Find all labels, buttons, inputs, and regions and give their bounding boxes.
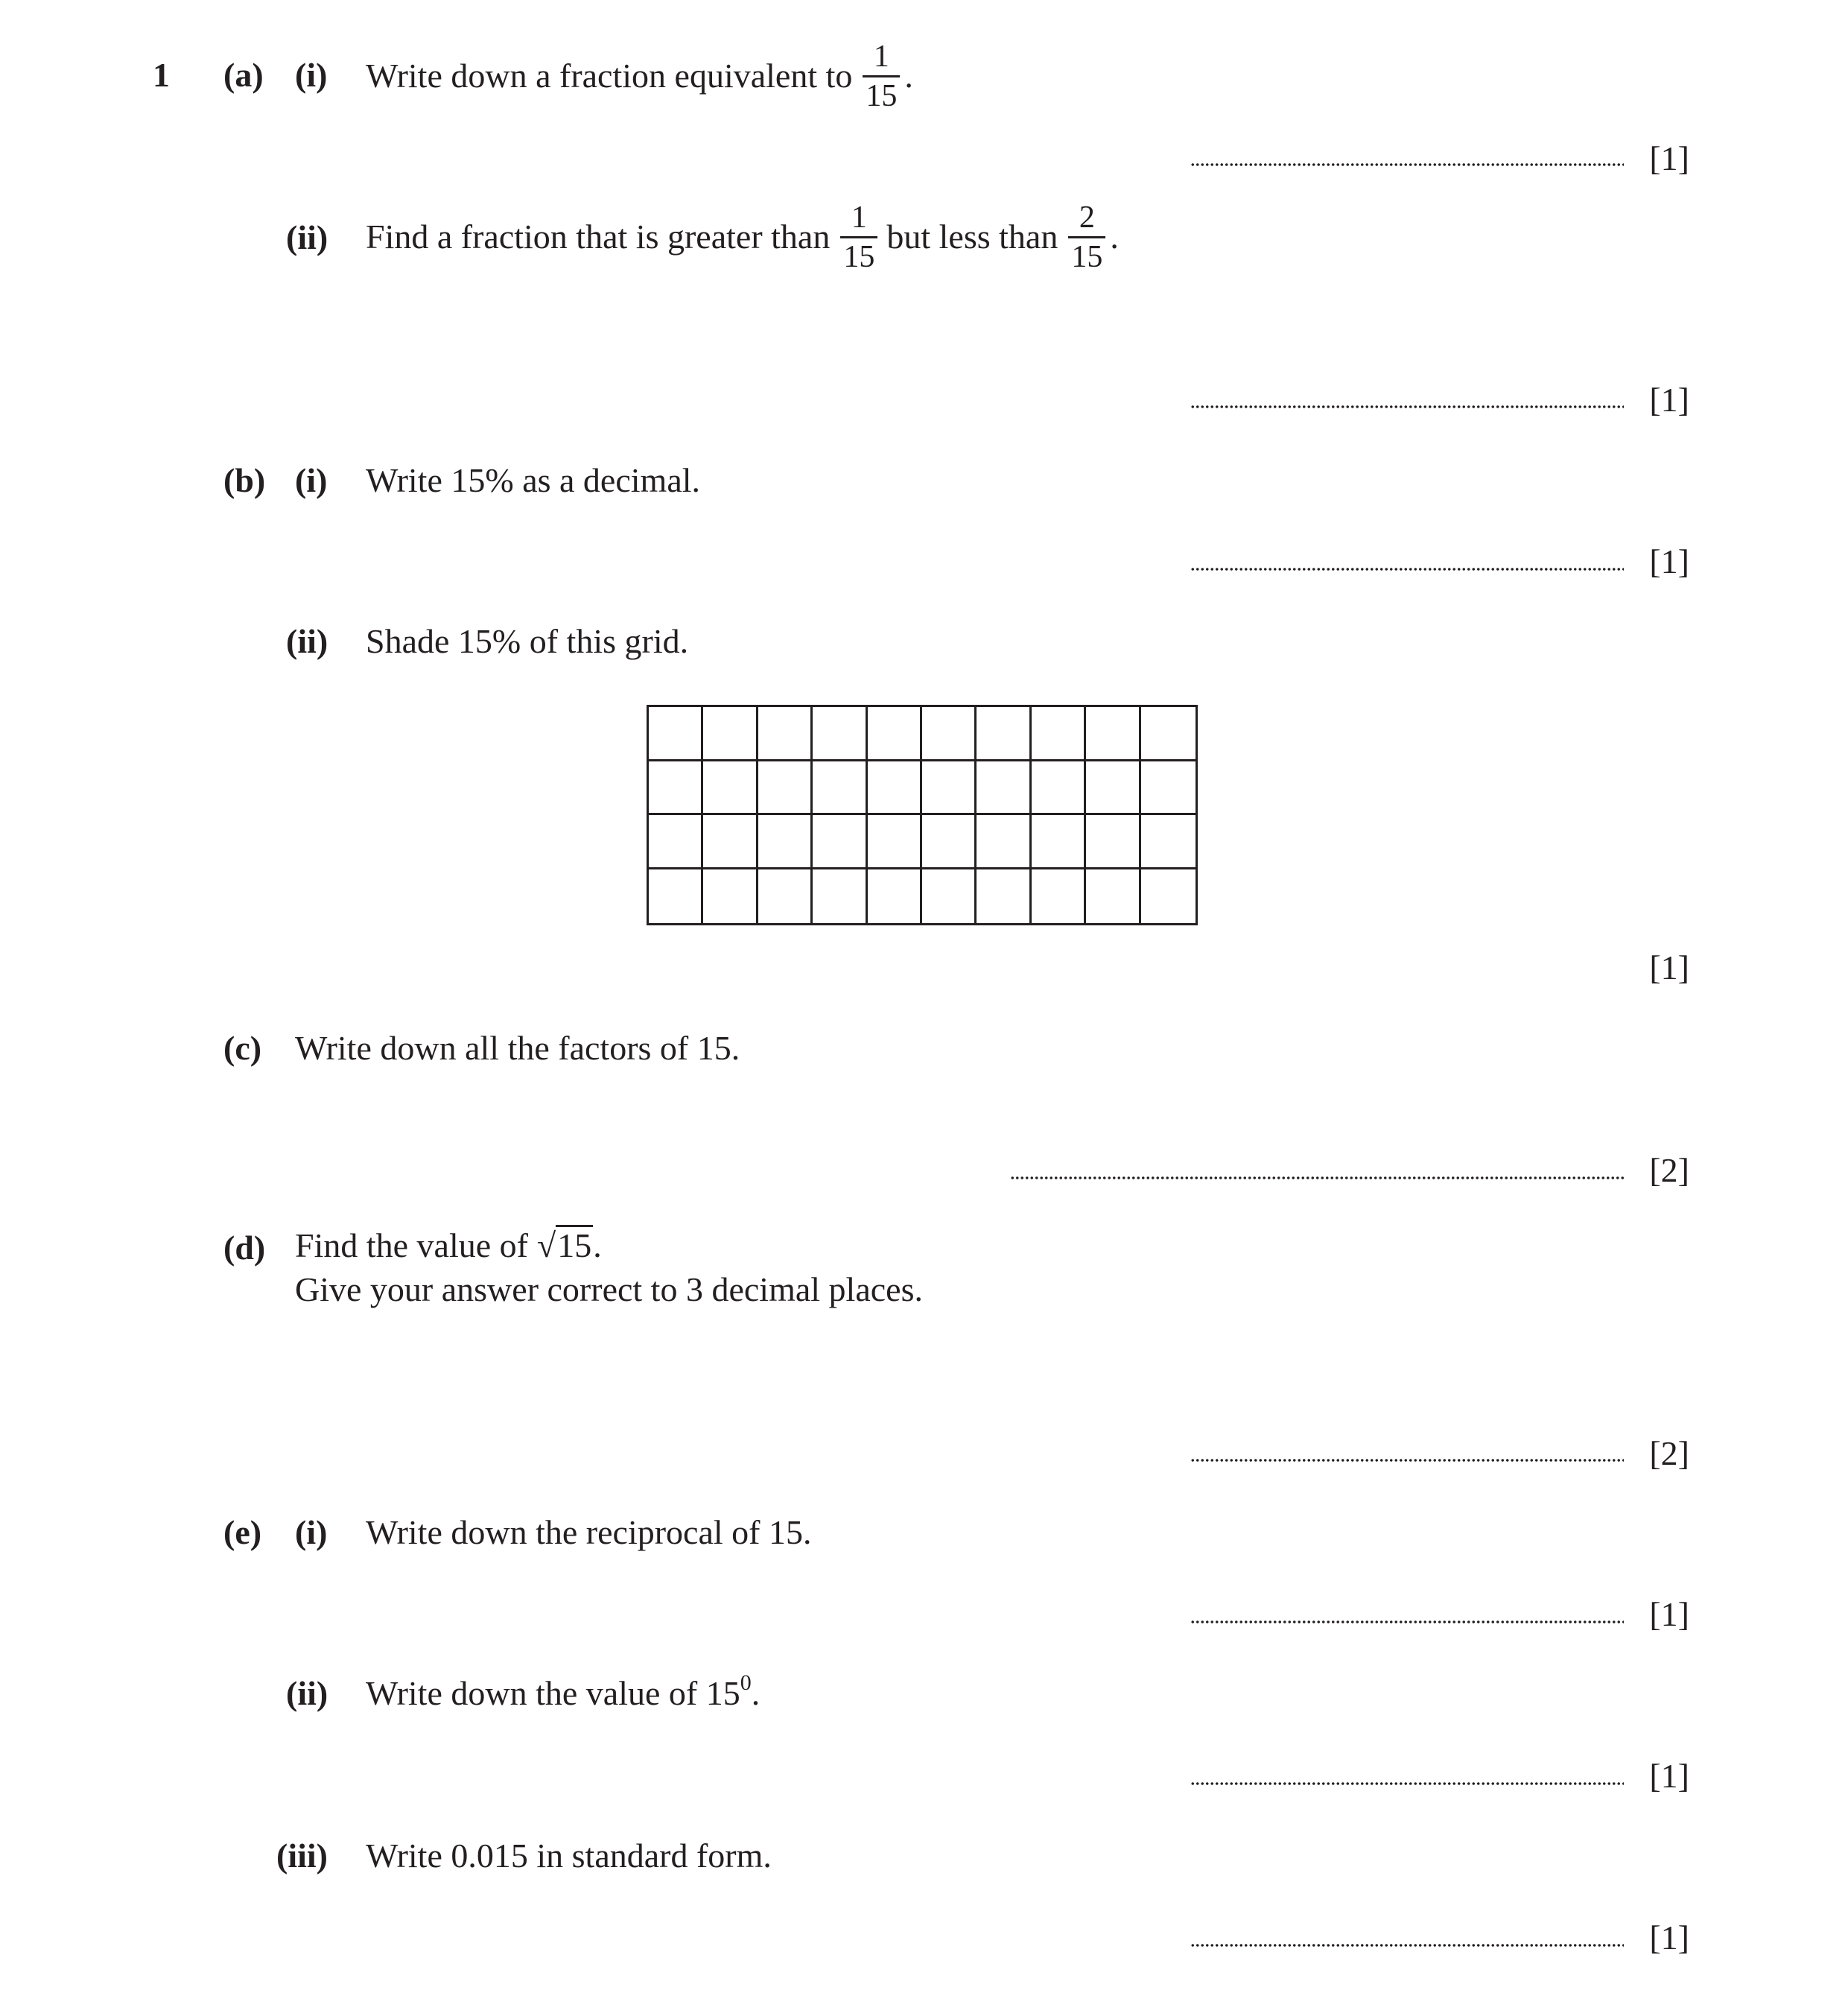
grid-cell[interactable] [813,761,867,816]
grid-cell[interactable] [977,707,1031,761]
grid-cell[interactable] [922,761,977,816]
fraction-denominator: 15 [1071,239,1103,274]
subpart-label-e-iii: (iii) [276,1837,328,1875]
mark-allocation-e-iii: [1] [1649,1918,1689,1956]
question-e-iii-text: Write 0.015 in standard form. [366,1837,772,1875]
fraction-numerator: 1 [851,200,867,235]
subpart-label-b-i: (i) [295,461,328,499]
grid-cell[interactable] [758,761,813,816]
grid-cell[interactable] [868,707,922,761]
question-a-i-text [366,39,913,113]
answer-line-c[interactable] [1010,1176,1624,1179]
mark-allocation-a-i: [1] [1649,139,1689,177]
radicand: 15 [557,1226,592,1264]
fraction-denominator: 15 [866,78,898,113]
grid-cell[interactable] [758,815,813,869]
grid-cell[interactable] [1032,815,1086,869]
grid-cell[interactable] [1032,707,1086,761]
grid-cell[interactable] [1086,869,1140,924]
mark-allocation-c: [2] [1649,1151,1689,1189]
question-c-text: Write down all the factors of 15. [295,1029,740,1067]
grid-cell[interactable] [977,815,1031,869]
answer-line-e-i[interactable] [1190,1620,1624,1623]
grid-cell[interactable] [703,815,758,869]
grid-cell[interactable] [703,869,758,924]
answer-line-b-i[interactable] [1190,568,1624,571]
sentence-period: . [751,1674,761,1712]
answer-line-a-i[interactable] [1190,163,1624,166]
shading-grid[interactable] [647,705,1198,925]
grid-cell[interactable] [649,707,703,761]
grid-cell[interactable] [1032,869,1086,924]
grid-cell[interactable] [868,815,922,869]
grid-cell[interactable] [758,869,813,924]
question-a-ii-text [366,200,1119,274]
question-e-i-text: Write down the reciprocal of 15. [366,1513,812,1551]
question-d-text [295,1225,602,1263]
sentence-period: . [1110,218,1119,256]
subpart-label-e-ii: (ii) [286,1674,328,1712]
square-root-icon: √ [537,1226,556,1264]
grid-cell[interactable] [813,815,867,869]
grid-cell[interactable] [868,761,922,816]
part-label-b: (b) [223,461,266,499]
grid-cell[interactable] [1141,707,1196,761]
question-b-i-text: Write 15% as a decimal. [366,461,701,499]
mark-allocation-e-i: [1] [1649,1595,1689,1633]
grid-cell[interactable] [703,761,758,816]
fraction-1-over-15 [840,202,877,273]
grid-cell[interactable] [977,869,1031,924]
part-label-d: (d) [223,1229,266,1267]
mark-allocation-b-ii: [1] [1649,948,1689,986]
question-d-instruction: Give your answer correct to 3 decimal places. [295,1270,923,1308]
question-a-ii-prompt: Find a fraction that is greater than [366,218,831,256]
fraction-1-over-15 [863,41,900,112]
grid-cell[interactable] [758,707,813,761]
subpart-label-a-i: (i) [295,56,328,94]
grid-cell[interactable] [1086,707,1140,761]
mark-allocation-a-ii: [1] [1649,381,1689,419]
grid-cell[interactable] [922,707,977,761]
fraction-numerator: 1 [873,39,889,74]
grid-cell[interactable] [813,707,867,761]
grid-cell[interactable] [1086,761,1140,816]
grid-cell[interactable] [813,869,867,924]
grid-cell[interactable] [1086,815,1140,869]
grid-cell[interactable] [868,869,922,924]
exponent: 0 [740,1670,752,1695]
part-label-c: (c) [223,1029,262,1067]
grid-cell[interactable] [977,761,1031,816]
subpart-label-e-i: (i) [295,1513,328,1551]
grid-cell[interactable] [922,815,977,869]
sentence-period: . [904,57,913,95]
grid-cell[interactable] [649,815,703,869]
grid-cell[interactable] [922,869,977,924]
question-b-ii-text: Shade 15% of this grid. [366,622,689,660]
grid-cell[interactable] [1141,761,1196,816]
grid-cell[interactable] [649,761,703,816]
answer-line-a-ii[interactable] [1190,405,1624,408]
subpart-label-a-ii: (ii) [286,218,328,256]
mark-allocation-e-ii: [1] [1649,1757,1689,1795]
mark-allocation-d: [2] [1649,1434,1689,1472]
grid-cell[interactable] [1141,869,1196,924]
question-e-ii-text [366,1670,761,1712]
question-e-ii-prompt: Write down the value of 15 [366,1674,740,1712]
answer-line-d[interactable] [1190,1459,1624,1462]
sentence-period: . [593,1226,602,1264]
part-label-a: (a) [223,56,264,94]
grid-cell[interactable] [1141,815,1196,869]
fraction-numerator: 2 [1079,200,1095,235]
mark-allocation-b-i: [1] [1649,542,1689,580]
answer-line-e-ii[interactable] [1190,1782,1624,1785]
question-number: 1 [153,56,170,94]
grid-cell[interactable] [649,869,703,924]
fraction-2-over-15 [1068,202,1105,273]
answer-line-e-iii[interactable] [1190,1944,1624,1947]
grid-cell[interactable] [703,707,758,761]
fraction-denominator: 15 [843,239,875,274]
subpart-label-b-ii: (ii) [286,622,328,660]
question-a-i-prompt: Write down a fraction equivalent to [366,57,853,95]
question-a-ii-middle: but less than [886,218,1058,256]
part-label-e: (e) [223,1513,262,1551]
question-d-prompt: Find the value of [295,1226,528,1264]
grid-cell[interactable] [1032,761,1086,816]
